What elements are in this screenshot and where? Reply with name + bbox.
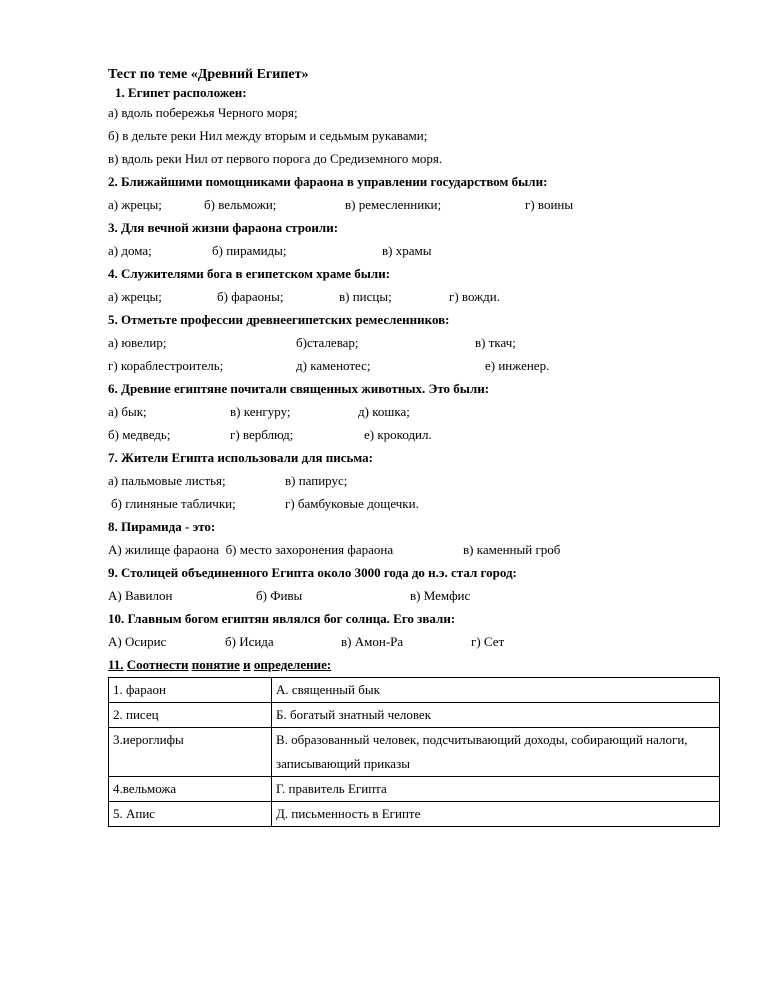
definition-cell: Д. письменность в Египте: [272, 802, 720, 827]
term-cell: 1. фараон: [109, 678, 272, 703]
q2-option-d: г) воины: [525, 197, 574, 212]
question-3-heading: 3. Для вечной жизни фараона строили:: [108, 220, 339, 235]
q11-word-3: и: [243, 657, 251, 672]
table-row: [109, 777, 720, 802]
q8-options: [108, 538, 718, 561]
term-cell: 4.вельможа: [109, 777, 272, 802]
q11-number: 11.: [108, 657, 124, 672]
question-6-heading: 6. Древние египтяне почитали священных животных. Это были:: [108, 381, 490, 396]
q2-option-a: а) жрецы;: [108, 197, 162, 212]
question-11-heading: [108, 653, 718, 676]
q11-word-4: определение:: [253, 657, 332, 672]
matching-table: [108, 677, 720, 827]
q6-option-b: б) медведь;: [108, 427, 171, 442]
question-2-heading: 2. Ближайшими помощниками фараона в управлении государством были:: [108, 174, 548, 189]
q1-option-a: а) вдоль побережья Черного моря;: [108, 105, 298, 120]
q10-options: [108, 630, 718, 653]
q2-option-c: в) ремесленники;: [345, 197, 442, 212]
q3-option-b: б) пирамиды;: [212, 243, 287, 258]
table-row: [109, 678, 720, 703]
q4-options: [108, 285, 718, 308]
q5-option-f: е) инженер.: [485, 358, 550, 373]
table-row: [109, 728, 720, 777]
definition-cell: Б. богатый знатный человек: [272, 703, 720, 728]
q4-option-a: а) жрецы;: [108, 289, 162, 304]
q8-option-c: в) каменный гроб: [463, 542, 561, 557]
q5-option-a: а) ювелир;: [108, 335, 167, 350]
q5-option-d: г) кораблестроитель;: [108, 358, 224, 373]
q10-option-b: б) Исида: [225, 634, 274, 649]
question-4-heading: 4. Служителями бога в египетском храме были:: [108, 266, 391, 281]
question-10-heading: 10. Главным богом египтян являлся бог солнца. Его звали:: [108, 611, 456, 626]
q5-row-1: [108, 331, 718, 354]
q1-option-c: в) вдоль реки Нил от первого порога до Средиземного моря.: [108, 151, 443, 166]
q9-options: [108, 584, 718, 607]
q4-option-d: г) вожди.: [449, 289, 500, 304]
definition-cell: Г. правитель Египта: [272, 777, 720, 802]
q11-word-2: понятие: [191, 657, 240, 672]
q5-row-2: [108, 354, 718, 377]
test-document: [108, 66, 718, 827]
term-cell: 5. Апис: [109, 802, 272, 827]
q5-option-e: д) каменотес;: [296, 358, 371, 373]
q9-option-b: б) Фивы: [256, 588, 303, 603]
table-row: [109, 802, 720, 827]
definition-cell: [272, 728, 720, 777]
question-7-heading: 7. Жители Египта использовали для письма:: [108, 450, 373, 465]
q7-option-a: а) пальмовые листья;: [108, 473, 226, 488]
q4-option-c: в) писцы;: [339, 289, 392, 304]
q9-option-c: в) Мемфис: [410, 588, 471, 603]
q10-option-c: в) Амон-Ра: [341, 634, 404, 649]
q6-option-a: а) бык;: [108, 404, 147, 419]
question-1-heading: 1. Египет расположен:: [115, 85, 247, 100]
document-title: Тест по теме «Древний Египет»: [108, 67, 309, 82]
q1-option-b: б) в дельте реки Нил между вторым и седьмым рукавами;: [108, 128, 428, 143]
q3-options: [108, 239, 718, 262]
q10-option-a: А) Осирис: [108, 634, 167, 649]
q7-row-1: [108, 469, 718, 492]
question-8-heading: 8. Пирамида - это:: [108, 519, 216, 534]
term-cell: 2. писец: [109, 703, 272, 728]
q6-row-1: [108, 400, 718, 423]
question-9-heading: 9. Столицей объединенного Египта около 3000 года до н.э. стал город:: [108, 565, 517, 580]
q5-option-c: в) ткач;: [475, 335, 516, 350]
q6-option-d: г) верблюд;: [230, 427, 294, 442]
definition-line-2: записывающий приказы: [276, 756, 410, 771]
q6-option-c: в) кенгуру;: [230, 404, 291, 419]
q2-option-b: б) вельможи;: [204, 197, 277, 212]
q6-option-e: д) кошка;: [358, 404, 410, 419]
q11-word-1: Соотнести: [126, 657, 189, 672]
q9-option-a: А) Вавилон: [108, 588, 173, 603]
q6-option-f: е) крокодил.: [364, 427, 432, 442]
definition-cell: А. священный бык: [272, 678, 720, 703]
q4-option-b: б) фараоны;: [217, 289, 284, 304]
q7-option-c: в) папирус;: [285, 473, 348, 488]
q3-option-a: а) дома;: [108, 243, 152, 258]
q3-option-c: в) храмы: [382, 243, 432, 258]
q10-option-d: г) Сет: [471, 634, 505, 649]
definition-line-1: В. образованный человек, подсчитывающий доходы, собирающий налоги,: [276, 732, 688, 747]
term-cell: 3.иероглифы: [109, 728, 272, 777]
q5-option-b: б)сталевар;: [296, 335, 359, 350]
q6-row-2: [108, 423, 718, 446]
q7-row-2: [108, 492, 718, 515]
q2-options: [108, 193, 718, 216]
q8-option-a-b: А) жилище фараона б) место захоронения фараона: [108, 542, 394, 557]
table-row: [109, 703, 720, 728]
q7-option-d: г) бамбуковые дощечки.: [285, 496, 419, 511]
q7-option-b: б) глиняные таблички;: [111, 496, 236, 511]
question-5-heading: 5. Отметьте профессии древнеегипетских ремесленников:: [108, 312, 450, 327]
